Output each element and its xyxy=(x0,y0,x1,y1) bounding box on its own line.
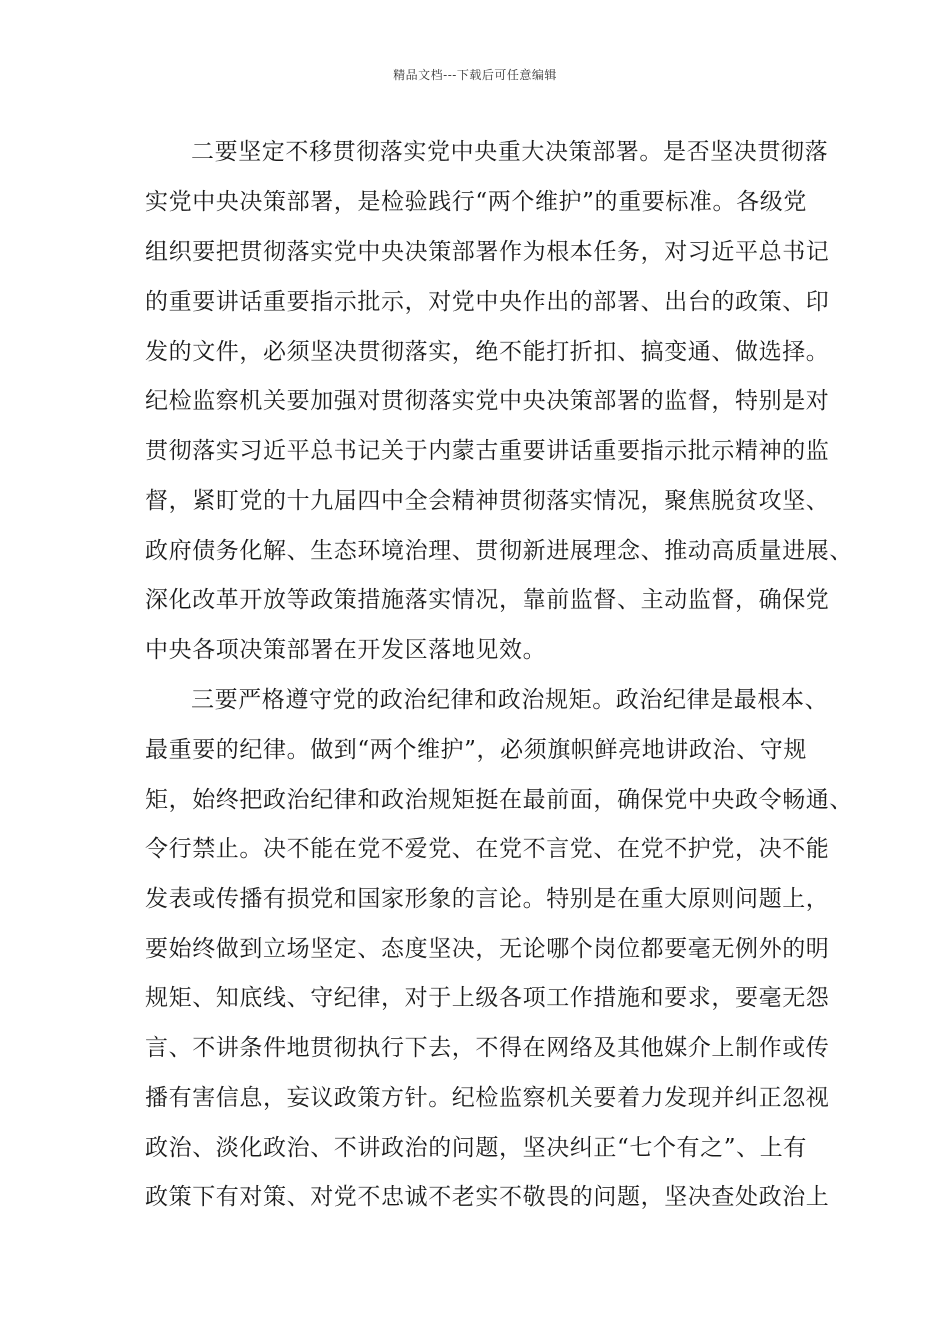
text-line: 发表或传播有损党和国家形象的言论。特别是在重大原则问题上， xyxy=(145,886,830,912)
text-line: 政府债务化解、生态环境治理、贯彻新进展理念、推动高质量进展、 xyxy=(145,538,853,564)
text-line: 令行禁止。决不能在党不爱党、在党不言党、在党不护党，决不能 xyxy=(145,836,830,862)
text-line: 矩，始终把政治纪律和政治规矩挺在最前面，确保党中央政令畅通、 xyxy=(145,787,853,813)
text-line: 贯彻落实习近平总书记关于内蒙古重要讲话重要指示批示精神的监 xyxy=(145,438,830,464)
text-line: 督，紧盯党的十九届四中全会精神贯彻落实情况，聚焦脱贫攻坚、 xyxy=(145,488,830,514)
text-line: 政治、淡化政治、不讲政治的问题，坚决纠正“七个有之”、上有 xyxy=(145,1135,807,1161)
text-line: 纪检监察机关要加强对贯彻落实党中央决策部署的监督，特别是对 xyxy=(145,388,830,414)
text-line: 播有害信息，妄议政策方针。纪检监察机关要着力发现并纠正忽视 xyxy=(145,1085,830,1111)
text-line: 组织要把贯彻落实党中央决策部署作为根本任务，对习近平总书记 xyxy=(145,239,830,265)
text-line: 的重要讲话重要指示批示，对党中央作出的部署、出台的政策、印 xyxy=(145,289,830,315)
text-line: 政策下有对策、对党不忠诚不老实不敬畏的问题，坚决查处政治上 xyxy=(145,1184,830,1210)
page-header: 精品文档---下载后可任意编辑 xyxy=(393,68,557,82)
text-line: 发的文件，必须坚决贯彻落实，绝不能打折扣、搞变通、做选择。 xyxy=(145,339,830,365)
text-line: 二要坚定不移贯彻落实党中央重大决策部署。是否坚决贯彻落 xyxy=(191,139,829,165)
text-line: 三要严格遵守党的政治纪律和政治规矩。政治纪律是最根本、 xyxy=(191,687,829,713)
text-line: 中央各项决策部署在开发区落地见效。 xyxy=(145,637,547,663)
text-line: 规矩、知底线、守纪律，对于上级各项工作措施和要求，要毫无怨 xyxy=(145,985,830,1011)
text-line: 最重要的纪律。做到“两个维护”，必须旗帜鲜亮地讲政治、守规 xyxy=(145,737,807,763)
text-line: 言、不讲条件地贯彻执行下去，不得在网络及其他媒介上制作或传 xyxy=(145,1035,830,1061)
text-line: 深化改革开放等政策措施落实情况，靠前监督、主动监督，确保党 xyxy=(145,587,830,613)
text-line: 实党中央决策部署，是检验践行“两个维护”的重要标准。各级党 xyxy=(145,189,807,215)
text-line: 要始终做到立场坚定、态度坚决，无论哪个岗位都要毫无例外的明 xyxy=(145,936,830,962)
